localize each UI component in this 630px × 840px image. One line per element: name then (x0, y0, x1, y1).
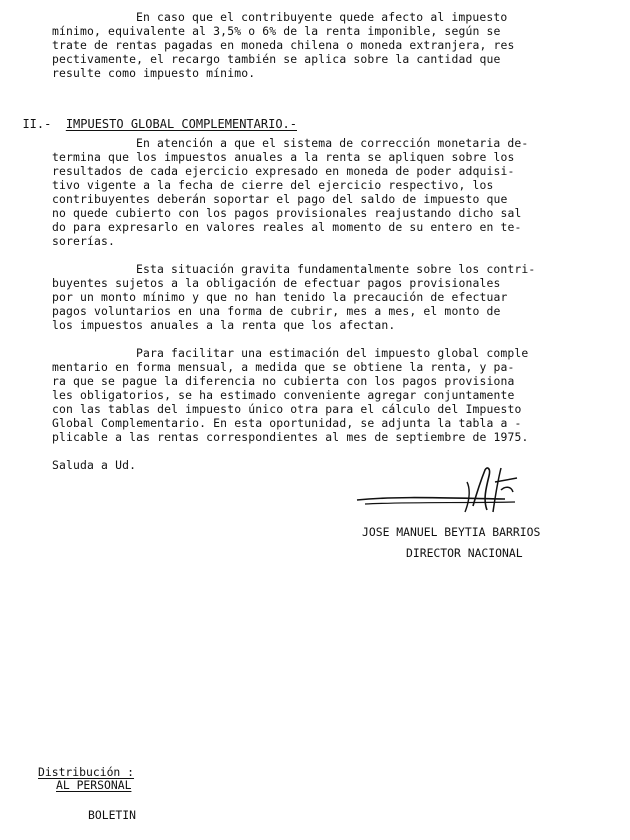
intro-line: En caso que el contribuyente quede afecto al impuesto (136, 10, 508, 24)
signatory-name: JOSE MANUEL BEYTIA BARRIOS (362, 525, 541, 539)
paragraph-line: por un monto mínimo y que no han tenido la precaución de efectuar (52, 290, 508, 304)
paragraph-line: do para expresarlo en valores reales al momento de su entero en te- (52, 220, 522, 234)
section-heading (8, 103, 297, 131)
section-title: IMPUESTO GLOBAL COMPLEMENTARIO.- (65, 117, 297, 131)
paragraph-line: Global Complementario. En esta oportunidad, se adjunta la tabla a - (52, 416, 522, 430)
signatory-title: DIRECTOR NACIONAL (406, 546, 523, 560)
paragraph-line: Para facilitar una estimación del impuesto global comple (136, 346, 529, 360)
intro-line: trate de rentas pagadas en moneda chilena o moneda extranjera, res (52, 38, 515, 52)
paragraph-line: tivo vigente a la fecha de cierre del ejercicio respectivo, los (52, 178, 494, 192)
paragraph-line: sorerías. (52, 234, 116, 248)
paragraph-line: termina que los impuestos anuales a la renta se apliquen sobre los (52, 150, 515, 164)
paragraph-line: contribuyentes deberán soportar el pago del saldo de impuesto que (52, 192, 508, 206)
paragraph-line: los impuestos anuales a la renta que los afectan. (52, 318, 396, 332)
distribution-item: BOLETIN (88, 808, 137, 822)
paragraph-line: pagos voluntarios en una forma de cubrir, mes a mes, el monto de (52, 304, 501, 318)
paragraph-line: plicable a las rentas correspondientes al mes de septiembre de 1975. (52, 430, 529, 444)
paragraph-line: Esta situación gravita fundamentalmente sobre los contri- (136, 262, 536, 276)
intro-line: pectivamente, el recargo también se aplica sobre la cantidad que (52, 52, 501, 66)
paragraph-line: En atención a que el sistema de corrección monetaria de- (136, 136, 529, 150)
intro-line: mínimo, equivalente al 3,5% o 6% de la renta imponible, según se (52, 24, 501, 38)
paragraph-line: ra que se pague la diferencia no cubierta con los pagos provisiona (52, 374, 515, 388)
paragraph-line: les obligatorios, se ha estimado conveniente agregar conjuntamente (52, 388, 515, 402)
section-number: II.- (22, 117, 52, 131)
paragraph-line: mentario en forma mensual, a medida que se obtiene la renta, y pa- (52, 360, 515, 374)
distribution-label: Distribución : (38, 765, 135, 779)
closing-salutation: Saluda a Ud. (52, 458, 137, 472)
handwritten-signature (355, 462, 525, 524)
paragraph-line: resultados de cada ejercicio expresado en moneda de poder adquisi- (52, 164, 515, 178)
paragraph-line: con las tablas del impuesto único otra para el cálculo del Impuesto (52, 402, 522, 416)
paragraph-line: no quede cubierto con los pagos provisionales reajustando dicho sal (52, 206, 522, 220)
intro-line: resulte como impuesto mínimo. (52, 66, 256, 80)
paragraph-line: buyentes sujetos a la obligación de efectuar pagos provisionales (52, 276, 501, 290)
distribution-item: AL PERSONAL (56, 778, 132, 792)
